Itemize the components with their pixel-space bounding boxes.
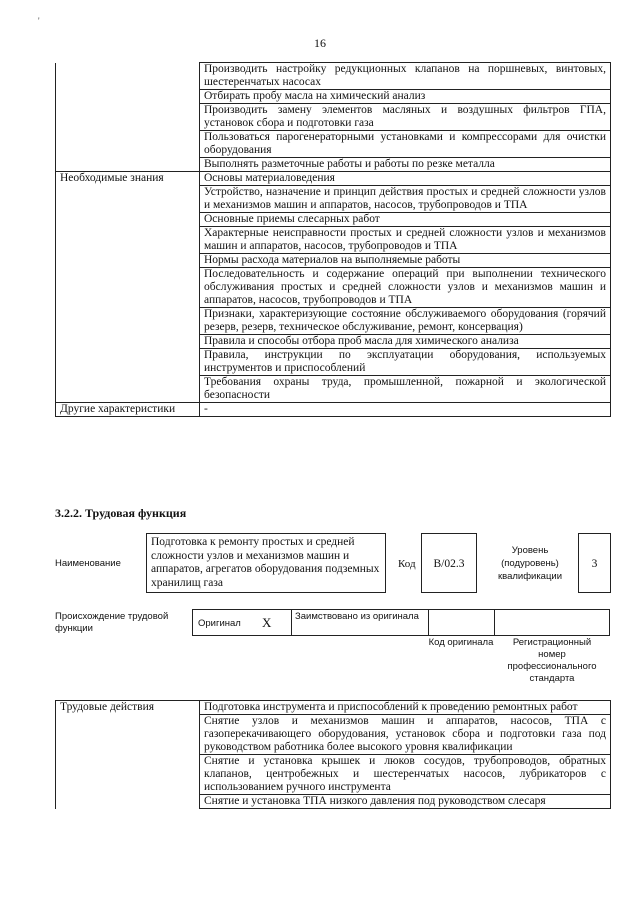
row-text: Производить настройку редукционных клапанов на поршневых, винтовых, шестеренчатых насосах <box>200 63 611 90</box>
row-text: Основы материаловедения <box>200 172 611 186</box>
row-text: Подготовка инструмента и приспособлений к проведению ремонтных работ <box>200 701 611 715</box>
row-text: Нормы расхода материалов на выполняемые работы <box>200 254 611 268</box>
row-label <box>56 376 200 403</box>
table-row <box>56 186 611 213</box>
row-text: Характерные неисправности простых и средней сложности узлов и механизмов машин и аппаратов, насосов, трубопроводов и ТПА <box>200 227 611 254</box>
table-row <box>56 268 611 308</box>
name-label: Наименование <box>55 558 121 569</box>
level-label: Уровень (подуровень) квалификации <box>497 545 563 582</box>
row-label <box>56 349 200 376</box>
table-row <box>56 90 611 104</box>
table-row <box>56 172 611 186</box>
borrowed-label: Заимствовано из оригинала <box>295 611 419 622</box>
table-row <box>56 227 611 254</box>
table-row <box>56 376 611 403</box>
row-label <box>56 63 200 90</box>
row-text: Снятие узлов и механизмов машин и аппаратов, насосов, ТПА с газоперекачивающего оборудования, установок сбора и подготовки газа под руководством работника более высокого уровня квалификации <box>200 715 611 755</box>
row-label <box>56 227 200 254</box>
origin-label: Происхождение трудовой функции <box>55 611 169 634</box>
row-label: Трудовые действия <box>56 701 200 715</box>
row-label <box>56 308 200 335</box>
row-text: Правила, инструкции по эксплуатации оборудования, используемых инструментов и приспособлений <box>200 349 611 376</box>
table-row <box>56 63 611 90</box>
function-name-value: Подготовка к ремонту простых и средней сложности узлов и механизмов машин и аппаратов, агрегатов оборудования подземных хранилищ газа <box>146 533 386 593</box>
row-text: Устройство, назначение и принцип действия простых и средней сложности узлов и механизмов машин и аппаратов, насосов, трубопроводов и ТПА <box>200 186 611 213</box>
row-label <box>56 254 200 268</box>
table-row <box>56 349 611 376</box>
table-row <box>56 403 611 417</box>
page-number: 16 <box>314 36 326 50</box>
row-label <box>56 131 200 158</box>
row-label <box>56 755 200 795</box>
row-text: - <box>200 403 611 417</box>
section-heading: 3.2.2. Трудовая функция <box>55 506 187 520</box>
knowledge-table <box>55 62 611 417</box>
table-row <box>56 795 611 809</box>
row-label: Другие характеристики <box>56 403 200 417</box>
row-label <box>56 104 200 131</box>
code-label: Код <box>398 558 416 570</box>
row-text: Производить замену элементов масляных и воздушных фильтров ГПА, установок сбора и подготовки газа <box>200 104 611 131</box>
row-text: Пользоваться парогенераторными установками и компрессорами для очистки оборудования <box>200 131 611 158</box>
table-row <box>56 104 611 131</box>
row-label <box>56 268 200 308</box>
row-text: Правила и способы отбора проб масла для химического анализа <box>200 335 611 349</box>
row-text: Выполнять разметочные работы и работы по резке металла <box>200 158 611 172</box>
row-label <box>56 795 200 809</box>
table-row <box>56 715 611 755</box>
row-label: Необходимые знания <box>56 172 200 186</box>
row-label <box>56 335 200 349</box>
table-row <box>56 213 611 227</box>
table-row <box>56 755 611 795</box>
table-row <box>56 335 611 349</box>
code-original-label: Код оригинала <box>428 637 494 648</box>
row-text: Требования охраны труда, промышленной, пожарной и экологической безопасности <box>200 376 611 403</box>
code-value: B/02.3 <box>421 533 477 593</box>
table-row <box>56 254 611 268</box>
row-label <box>56 90 200 104</box>
table-row <box>56 158 611 172</box>
level-value: 3 <box>578 533 611 593</box>
original-label: Оригинал <box>198 618 241 629</box>
table-row <box>56 131 611 158</box>
row-label <box>56 715 200 755</box>
margin-mark: ' <box>38 16 40 26</box>
row-text: Снятие и установка ТПА низкого давления под руководством слесаря <box>200 795 611 809</box>
table-row <box>56 701 611 715</box>
original-mark: X <box>262 615 272 630</box>
labor-actions-table <box>55 700 611 809</box>
row-text: Основные приемы слесарных работ <box>200 213 611 227</box>
row-label <box>56 213 200 227</box>
row-label <box>56 158 200 172</box>
table-row <box>56 308 611 335</box>
row-text: Признаки, характеризующие состояние обслуживаемого оборудования (горячий резерв, резерв, техническое обслуживание, ремонт, консервация) <box>200 308 611 335</box>
row-text: Отбирать пробу масла на химический анализ <box>200 90 611 104</box>
row-text: Снятие и установка крышек и люков сосудов, трубопроводов, обратных клапанов, центробежных и шестеренчатых насосов, лубрикаторов с использованием ручного инструмента <box>200 755 611 795</box>
reg-number-label: Регистрационный номер профессионального стандарта <box>507 637 597 684</box>
row-label <box>56 186 200 213</box>
row-text: Последовательность и содержание операций при выполнении технического обслуживания простых и средней сложности узлов и механизмов машин и аппаратов, насосов, трубопроводов и ТПА <box>200 268 611 308</box>
